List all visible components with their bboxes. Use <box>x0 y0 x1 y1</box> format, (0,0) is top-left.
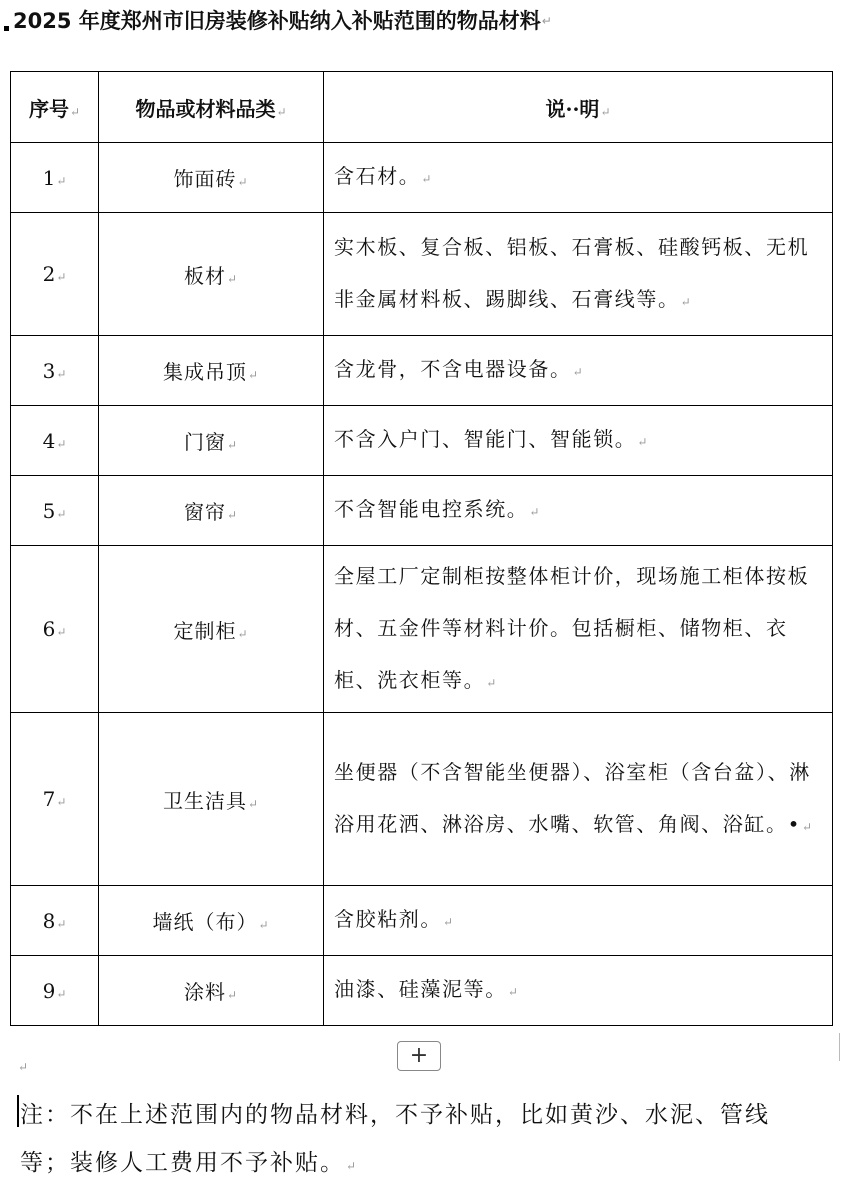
document-title-text: 2025 年度郑州市旧房装修补贴纳入补贴范围的物品材料 <box>13 9 541 33</box>
note-text: 注：不在上述范围内的物品材料，不予补贴，比如黄沙、水泥、管线等；装修人工费用不予补贴。 <box>20 1102 770 1176</box>
cell-num[interactable] <box>11 476 99 546</box>
paragraph-mark: ↵ <box>276 104 287 119</box>
paragraph-mark: ↵ <box>247 368 260 382</box>
row-category: 窗帘 <box>183 500 226 524</box>
paragraph-mark: ↵ <box>247 796 260 811</box>
cell-desc[interactable] <box>324 213 833 336</box>
bullet-mark <box>4 4 834 38</box>
paragraph-mark: ↵ <box>237 175 249 189</box>
cell-num[interactable] <box>11 143 99 213</box>
paragraph-mark: ↵ <box>541 14 552 28</box>
cell-num[interactable] <box>11 213 99 336</box>
row-num: 5 <box>42 498 56 523</box>
table-row <box>11 956 833 1026</box>
header-cell-desc[interactable] <box>324 72 833 143</box>
row-desc: 实木板、复合板、铝板、石膏板、硅酸钙板、无机非金属材料板、踢脚线、石膏线等。 <box>334 234 810 311</box>
table-row <box>11 713 833 886</box>
cell-desc[interactable] <box>324 406 833 476</box>
cell-category[interactable] <box>99 713 324 886</box>
cell-num[interactable] <box>11 336 99 406</box>
paragraph-mark: ↵ <box>56 173 67 188</box>
header-desc-label: 说··明 <box>545 96 600 121</box>
paragraph-mark: ↵ <box>56 270 67 284</box>
cell-num[interactable] <box>11 713 99 886</box>
row-desc: 含石材。 <box>334 164 421 188</box>
row-category: 定制柜 <box>173 618 237 643</box>
cell-desc[interactable] <box>324 143 833 213</box>
table-row <box>11 336 833 406</box>
table-row <box>11 143 833 213</box>
row-category: 板材 <box>183 263 226 288</box>
header-cell-num[interactable] <box>11 72 99 143</box>
row-num: 2 <box>42 262 56 286</box>
row-num: 9 <box>42 978 56 1003</box>
table-row <box>11 406 833 476</box>
paragraph-mark: ↵ <box>443 915 455 929</box>
row-category: 饰面砖 <box>173 167 237 191</box>
paragraph-mark: ↵ <box>56 625 67 639</box>
materials-table <box>10 71 833 1026</box>
cell-desc[interactable] <box>324 546 833 713</box>
cell-desc[interactable] <box>324 886 833 956</box>
cell-category[interactable] <box>99 546 324 713</box>
divider <box>839 1033 840 1061</box>
cell-desc[interactable] <box>324 956 833 1026</box>
row-desc: 全屋工厂定制柜按整体柜计价，现场施工柜体按板材、五金件等材料计价。包括橱柜、储物柜、衣柜、洗衣柜等。 <box>334 563 810 692</box>
cell-category[interactable] <box>99 213 324 336</box>
cell-desc[interactable] <box>324 476 833 546</box>
row-category: 集成吊顶 <box>162 360 247 384</box>
paragraph-mark: ↵ <box>421 172 434 186</box>
paragraph-mark: ↵ <box>802 819 814 834</box>
paragraph-mark: ↵ <box>226 508 239 522</box>
table-row <box>11 886 833 956</box>
paragraph-mark: ↵ <box>56 366 67 381</box>
row-category: 门窗 <box>183 430 226 454</box>
row-desc: 不含入户门、智能门、智能锁。 <box>334 427 637 451</box>
cell-category[interactable] <box>99 956 324 1026</box>
row-desc: 坐便器（不含智能坐便器）、浴室柜（含台盆）、淋浴用花洒、淋浴房、水嘴、软管、角阀、浴缸。• <box>334 759 811 836</box>
row-num: 1 <box>42 165 56 190</box>
paragraph-mark: ↵ <box>507 985 520 999</box>
cell-desc[interactable] <box>324 713 833 886</box>
header-cell-category[interactable] <box>99 72 324 143</box>
cell-num[interactable] <box>11 406 99 476</box>
paragraph-mark: ↵ <box>18 1060 29 1074</box>
table-header-row <box>11 72 833 143</box>
paragraph-mark: ↵ <box>529 505 542 519</box>
paragraph-mark: ↵ <box>258 918 270 932</box>
paragraph-mark: ↵ <box>637 435 650 449</box>
cell-num[interactable] <box>11 546 99 713</box>
row-desc: 不含智能电控系统。 <box>334 497 529 521</box>
paragraph-mark: ↵ <box>56 986 67 1001</box>
table-row <box>11 213 833 336</box>
row-num: 6 <box>42 617 56 641</box>
paragraph-mark: ↵ <box>56 795 67 809</box>
paragraph-mark: ↵ <box>346 1159 359 1173</box>
row-category: 卫生洁具 <box>162 788 247 813</box>
cell-category[interactable] <box>99 886 324 956</box>
row-num: 4 <box>42 428 56 453</box>
paragraph-mark: ↵ <box>486 675 498 690</box>
note-paragraph[interactable] <box>20 1091 810 1190</box>
row-num: 3 <box>42 358 56 383</box>
row-desc: 油漆、硅藻泥等。 <box>334 977 507 1001</box>
header-category-label: 物品或材料品类 <box>135 96 276 121</box>
cell-category[interactable] <box>99 476 324 546</box>
paragraph-mark: ↵ <box>226 438 239 452</box>
add-row-button[interactable]: + <box>397 1041 441 1071</box>
row-num: 8 <box>42 908 56 933</box>
cell-category[interactable] <box>99 406 324 476</box>
row-category: 涂料 <box>183 980 226 1004</box>
cell-category[interactable] <box>99 143 324 213</box>
header-num-label: 序号 <box>28 96 69 121</box>
row-category: 墙纸（布） <box>152 910 258 934</box>
row-desc: 含胶粘剂。 <box>334 907 442 931</box>
paragraph-mark: ↵ <box>600 104 611 119</box>
cell-num[interactable] <box>11 886 99 956</box>
paragraph-mark: ↵ <box>226 271 239 286</box>
paragraph-mark: ↵ <box>69 104 81 119</box>
row-desc: 含龙骨，不含电器设备。 <box>334 357 572 381</box>
table-row <box>11 476 833 546</box>
cell-category[interactable] <box>99 336 324 406</box>
paragraph-mark: ↵ <box>56 916 67 931</box>
paragraph-mark: ↵ <box>237 626 249 641</box>
cell-desc[interactable] <box>324 336 833 406</box>
paragraph-mark: ↵ <box>56 506 67 521</box>
paragraph-mark: ↵ <box>226 988 239 1002</box>
paragraph-mark: ↵ <box>680 294 693 309</box>
paragraph-mark: ↵ <box>56 436 67 451</box>
cell-num[interactable] <box>11 956 99 1026</box>
paragraph-mark: ↵ <box>572 365 585 379</box>
table-row <box>11 546 833 713</box>
text-cursor <box>17 1095 19 1127</box>
row-num: 7 <box>42 787 56 811</box>
